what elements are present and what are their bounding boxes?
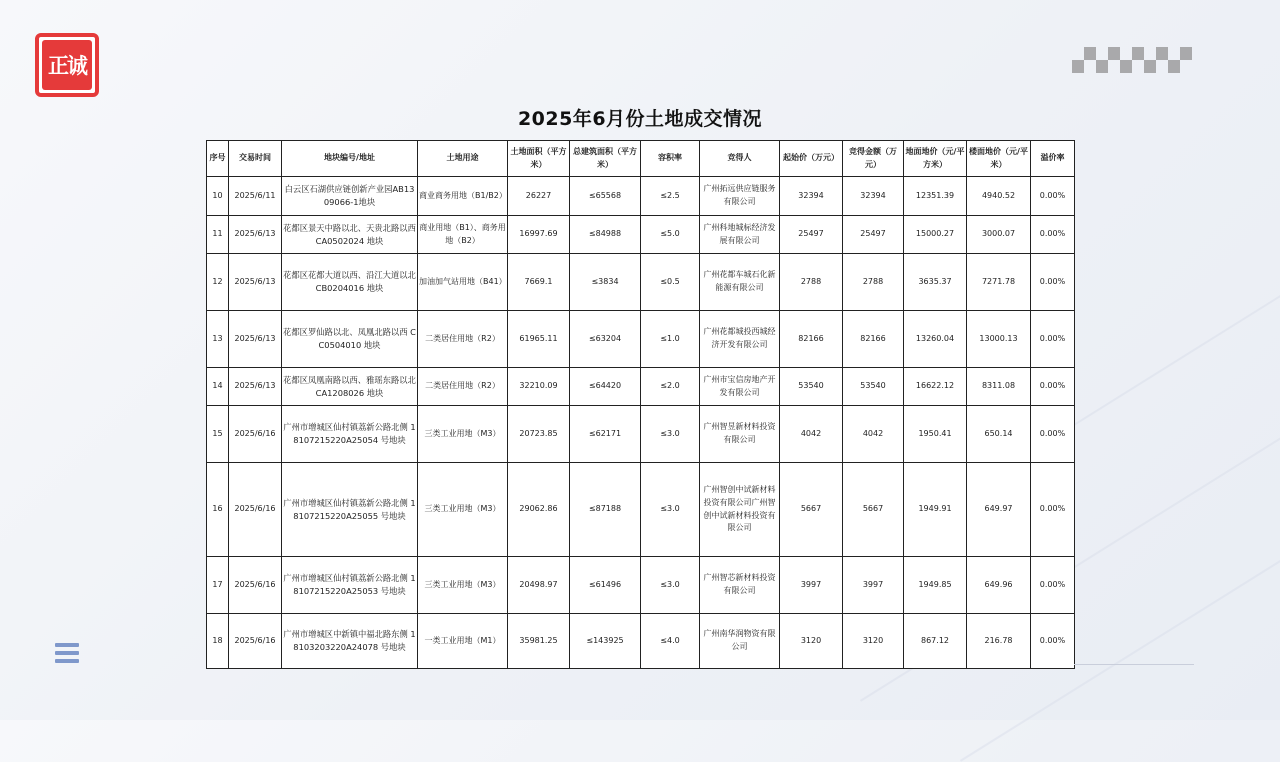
cell-start-price: 2788 bbox=[780, 254, 843, 311]
cell-far: ≤1.0 bbox=[641, 311, 700, 368]
checker-decoration bbox=[1072, 47, 1192, 73]
cell-gfa: ≤3834 bbox=[570, 254, 641, 311]
cell-deal-price: 53540 bbox=[843, 368, 904, 406]
cell-use: 二类居住用地（R2） bbox=[418, 368, 508, 406]
cell-date: 2025/6/13 bbox=[229, 216, 282, 254]
cell-address: 花都区景天中路以北、天贵北路以西 CA0502024 地块 bbox=[282, 216, 418, 254]
land-deal-table bbox=[206, 140, 1075, 669]
cell-date: 2025/6/16 bbox=[229, 406, 282, 463]
cell-premium: 0.00% bbox=[1031, 463, 1075, 557]
cell-floor-price: 3000.07 bbox=[967, 216, 1031, 254]
cell-gfa: ≤143925 bbox=[570, 614, 641, 669]
cell-address: 花都区花都大道以西、沿江大道以北 CB0204016 地块 bbox=[282, 254, 418, 311]
cell-no: 16 bbox=[207, 463, 229, 557]
cell-use: 二类居住用地（R2） bbox=[418, 311, 508, 368]
cell-gfa: ≤63204 bbox=[570, 311, 641, 368]
cell-winner: 广州市宝信房地产开发有限公司 bbox=[700, 368, 780, 406]
logo-text: 正诚 bbox=[42, 40, 92, 90]
cell-no: 17 bbox=[207, 557, 229, 614]
table-row bbox=[207, 406, 1075, 463]
cell-no: 13 bbox=[207, 311, 229, 368]
cell-use: 三类工业用地（M3） bbox=[418, 463, 508, 557]
cell-floor-price: 650.14 bbox=[967, 406, 1031, 463]
cell-floor-price: 649.97 bbox=[967, 463, 1031, 557]
header-address: 地块编号/地址 bbox=[282, 141, 418, 177]
cell-premium: 0.00% bbox=[1031, 557, 1075, 614]
cell-gfa: ≤62171 bbox=[570, 406, 641, 463]
cell-floor-price: 216.78 bbox=[967, 614, 1031, 669]
cell-address: 广州市增城区仙村镇荔新公路北侧 18107215220A25053 号地块 bbox=[282, 557, 418, 614]
cell-deal-price: 25497 bbox=[843, 216, 904, 254]
cell-start-price: 25497 bbox=[780, 216, 843, 254]
cell-gfa: ≤64420 bbox=[570, 368, 641, 406]
cell-deal-price: 3120 bbox=[843, 614, 904, 669]
divider bbox=[1074, 664, 1194, 665]
cell-no: 12 bbox=[207, 254, 229, 311]
cell-premium: 0.00% bbox=[1031, 177, 1075, 216]
cell-use: 三类工业用地（M3） bbox=[418, 557, 508, 614]
cell-winner: 广州南华润物资有限公司 bbox=[700, 614, 780, 669]
cell-far: ≤3.0 bbox=[641, 406, 700, 463]
header-floor-price: 楼面地价（元/平米） bbox=[967, 141, 1031, 177]
cell-land-area: 16997.69 bbox=[508, 216, 570, 254]
cell-no: 10 bbox=[207, 177, 229, 216]
cell-far: ≤3.0 bbox=[641, 557, 700, 614]
cell-deal-price: 3997 bbox=[843, 557, 904, 614]
cell-land-area: 29062.86 bbox=[508, 463, 570, 557]
cell-start-price: 3120 bbox=[780, 614, 843, 669]
cell-start-price: 3997 bbox=[780, 557, 843, 614]
cell-far: ≤5.0 bbox=[641, 216, 700, 254]
cell-no: 14 bbox=[207, 368, 229, 406]
cell-address: 花都区凤凰南路以西、雅瑶东路以北 CA1208026 地块 bbox=[282, 368, 418, 406]
cell-land-area: 32210.09 bbox=[508, 368, 570, 406]
header-premium: 溢价率 bbox=[1031, 141, 1075, 177]
cell-deal-price: 2788 bbox=[843, 254, 904, 311]
cell-land-price: 12351.39 bbox=[904, 177, 967, 216]
cell-floor-price: 8311.08 bbox=[967, 368, 1031, 406]
page-title: 2025年6月份土地成交情况 bbox=[517, 108, 763, 130]
header-far: 容积率 bbox=[641, 141, 700, 177]
cell-start-price: 4042 bbox=[780, 406, 843, 463]
cell-land-price: 867.12 bbox=[904, 614, 967, 669]
cell-date: 2025/6/13 bbox=[229, 311, 282, 368]
cell-winner: 广州智创中试新材料投资有限公司广州智创中试新材料投资有限公司 bbox=[700, 463, 780, 557]
cell-gfa: ≤84988 bbox=[570, 216, 641, 254]
cell-land-price: 1949.91 bbox=[904, 463, 967, 557]
cell-far: ≤3.0 bbox=[641, 463, 700, 557]
cell-winner: 广州拓远供应链服务有限公司 bbox=[700, 177, 780, 216]
cell-address: 花都区罗仙路以北、凤凰北路以西 CC0504010 地块 bbox=[282, 311, 418, 368]
cell-date: 2025/6/16 bbox=[229, 614, 282, 669]
cell-floor-price: 7271.78 bbox=[967, 254, 1031, 311]
table-row bbox=[207, 614, 1075, 669]
cell-address: 广州市增城区中新镇中福北路东侧 18103203220A24078 号地块 bbox=[282, 614, 418, 669]
cell-use: 一类工业用地（M1） bbox=[418, 614, 508, 669]
cell-start-price: 82166 bbox=[780, 311, 843, 368]
cell-land-price: 3635.37 bbox=[904, 254, 967, 311]
cell-use: 三类工业用地（M3） bbox=[418, 406, 508, 463]
cell-land-area: 61965.11 bbox=[508, 311, 570, 368]
cell-premium: 0.00% bbox=[1031, 614, 1075, 669]
cell-winner: 广州科地城标经济发展有限公司 bbox=[700, 216, 780, 254]
header-deal-price: 竞得金额（万元） bbox=[843, 141, 904, 177]
header-land-price: 地面地价（元/平方米） bbox=[904, 141, 967, 177]
cell-deal-price: 32394 bbox=[843, 177, 904, 216]
cell-far: ≤4.0 bbox=[641, 614, 700, 669]
cell-start-price: 32394 bbox=[780, 177, 843, 216]
header-start-price: 起始价（万元） bbox=[780, 141, 843, 177]
table-row bbox=[207, 216, 1075, 254]
header-no: 序号 bbox=[207, 141, 229, 177]
cell-winner: 广州智芯新材料投资有限公司 bbox=[700, 557, 780, 614]
cell-land-area: 7669.1 bbox=[508, 254, 570, 311]
cell-use: 商业用地（B1）、商务用地（B2） bbox=[418, 216, 508, 254]
cell-land-area: 26227 bbox=[508, 177, 570, 216]
header-use: 土地用途 bbox=[418, 141, 508, 177]
cell-date: 2025/6/16 bbox=[229, 463, 282, 557]
table-row bbox=[207, 254, 1075, 311]
cell-land-price: 1950.41 bbox=[904, 406, 967, 463]
cell-premium: 0.00% bbox=[1031, 368, 1075, 406]
header-date: 交易时间 bbox=[229, 141, 282, 177]
header-land-area: 土地面积（平方米） bbox=[508, 141, 570, 177]
cell-deal-price: 5667 bbox=[843, 463, 904, 557]
header-gfa: 总建筑面积（平方米） bbox=[570, 141, 641, 177]
table-header-row bbox=[207, 141, 1075, 177]
cell-address: 广州市增城区仙村镇荔新公路北侧 18107215220A25055 号地块 bbox=[282, 463, 418, 557]
cell-gfa: ≤65568 bbox=[570, 177, 641, 216]
cell-floor-price: 13000.13 bbox=[967, 311, 1031, 368]
cell-premium: 0.00% bbox=[1031, 311, 1075, 368]
cell-premium: 0.00% bbox=[1031, 406, 1075, 463]
cell-premium: 0.00% bbox=[1031, 216, 1075, 254]
cell-far: ≤2.5 bbox=[641, 177, 700, 216]
cell-start-price: 5667 bbox=[780, 463, 843, 557]
cell-winner: 广州花都车城石化新能源有限公司 bbox=[700, 254, 780, 311]
header-winner: 竞得人 bbox=[700, 141, 780, 177]
cell-land-price: 13260.04 bbox=[904, 311, 967, 368]
cell-date: 2025/6/13 bbox=[229, 368, 282, 406]
cell-deal-price: 82166 bbox=[843, 311, 904, 368]
cell-land-price: 16622.12 bbox=[904, 368, 967, 406]
cell-premium: 0.00% bbox=[1031, 254, 1075, 311]
company-logo bbox=[35, 33, 99, 97]
cell-date: 2025/6/16 bbox=[229, 557, 282, 614]
cell-floor-price: 4940.52 bbox=[967, 177, 1031, 216]
cell-land-area: 20723.85 bbox=[508, 406, 570, 463]
cell-land-price: 1949.85 bbox=[904, 557, 967, 614]
cell-start-price: 53540 bbox=[780, 368, 843, 406]
cell-deal-price: 4042 bbox=[843, 406, 904, 463]
cell-gfa: ≤87188 bbox=[570, 463, 641, 557]
cell-floor-price: 649.96 bbox=[967, 557, 1031, 614]
table-row bbox=[207, 311, 1075, 368]
menu-icon[interactable] bbox=[55, 643, 79, 671]
table-row bbox=[207, 368, 1075, 406]
cell-address: 广州市增城区仙村镇荔新公路北侧 18107215220A25054 号地块 bbox=[282, 406, 418, 463]
cell-winner: 广州花都城投西城经济开发有限公司 bbox=[700, 311, 780, 368]
cell-far: ≤2.0 bbox=[641, 368, 700, 406]
cell-date: 2025/6/13 bbox=[229, 254, 282, 311]
cell-date: 2025/6/11 bbox=[229, 177, 282, 216]
cell-address: 白云区石湖供应链创新产业园AB1309066-1地块 bbox=[282, 177, 418, 216]
cell-land-area: 35981.25 bbox=[508, 614, 570, 669]
cell-use: 加油加气站用地（B41） bbox=[418, 254, 508, 311]
table-row bbox=[207, 463, 1075, 557]
cell-land-price: 15000.27 bbox=[904, 216, 967, 254]
cell-winner: 广州智昱新材料投资有限公司 bbox=[700, 406, 780, 463]
cell-no: 18 bbox=[207, 614, 229, 669]
cell-far: ≤0.5 bbox=[641, 254, 700, 311]
table-row bbox=[207, 557, 1075, 614]
cell-use: 商业商务用地（B1/B2） bbox=[418, 177, 508, 216]
cell-no: 15 bbox=[207, 406, 229, 463]
cell-no: 11 bbox=[207, 216, 229, 254]
cell-land-area: 20498.97 bbox=[508, 557, 570, 614]
cell-gfa: ≤61496 bbox=[570, 557, 641, 614]
table-row bbox=[207, 177, 1075, 216]
